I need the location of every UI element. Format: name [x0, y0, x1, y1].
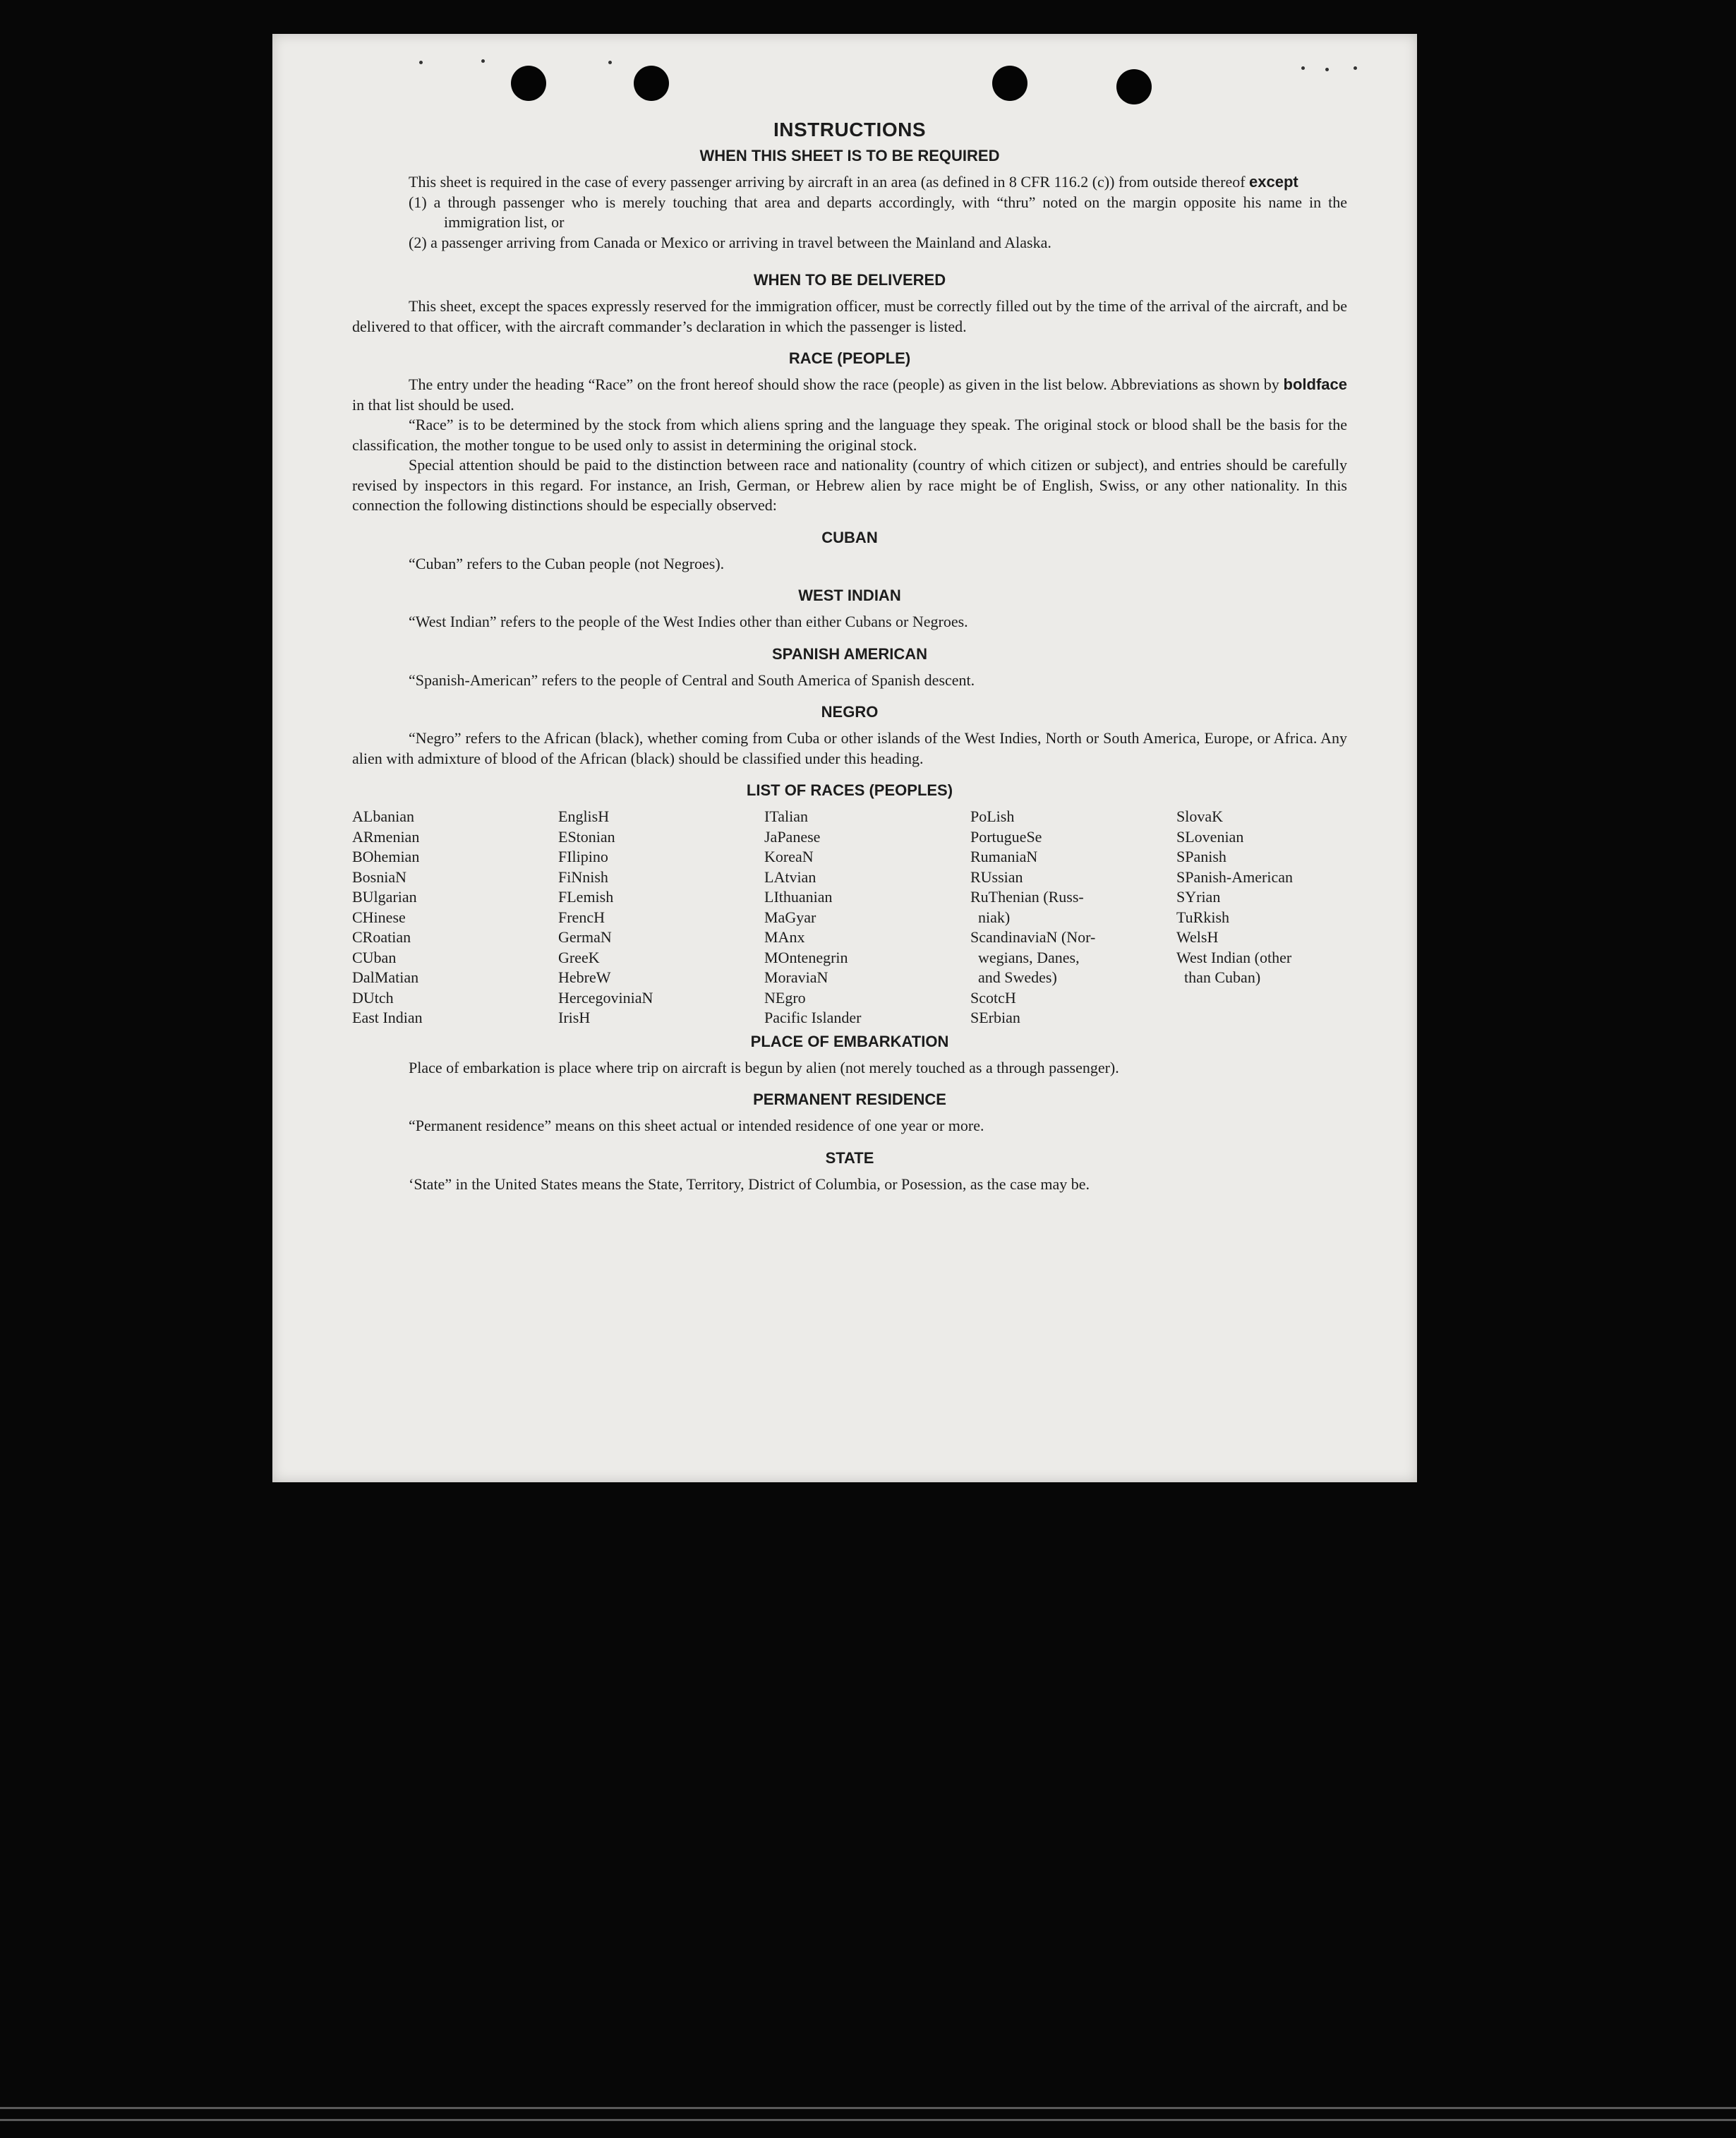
required-intro-text: This sheet is required in the case of every passenger arriving by aircraft in an area (as defined in 8 CFR 116.2 (c)) from outside thereof — [409, 173, 1246, 191]
state-text: ‘State” in the United States means the State, Territory, District of Columbia, or Posession, as the case may be. — [409, 1175, 1090, 1193]
race-paragraph-3: Special attention should be paid to the distinction between race and nationality (country of which citizen or subject), and entries should be carefully revised by inspectors in this regard. For instance, an Irish, German, or Hebrew alien by race might be of English, Swiss, or any other nationality. In this connection the following distinctions should be especially observed: — [352, 456, 1347, 514]
punch-hole-3 — [992, 66, 1027, 101]
negro-text: “Negro” refers to the African (black), whether coming from Cuba or other islands of the West Indies, North or South America, Europe, or Africa. Any alien with admixture of blood of the African (black) should be classified under this heading. — [352, 729, 1347, 767]
section-heading-list-of-races: LIST OF RACES (PEOPLES) — [746, 781, 953, 799]
section-heading-negro: NEGRO — [821, 703, 879, 721]
document-sheet — [272, 34, 1417, 1482]
race-p1-start: The entry under the heading “Race” on the front hereof should show the race (people) as given in the list below. Abbreviations as shown by — [409, 376, 1279, 393]
punch-hole-1 — [511, 66, 546, 101]
race-column-2-text: EnglisH EStonian FIlipino FiNnish FLemish FrencH GermaN GreeK HebreW HercegoviniaN IrisH — [558, 807, 653, 1026]
race-column-4-text: PoLish PortugueSe RumaniaN RUssian RuThenian (Russ- niak) ScandinaviaN (Nor- wegians, Danes, and Swedes) ScotcH SErbian — [970, 807, 1096, 1026]
dust-speck — [1301, 66, 1305, 70]
required-item-2: (2) a passenger arriving from Canada or Mexico or arriving in travel between the Mainland and Alaska. — [409, 233, 1051, 251]
race-column-5-text: SlovaK SLovenian SPanish SPanish-American SYrian TuRkish WelsH West Indian (other than Cuban) — [1176, 807, 1293, 986]
race-column-5 — [1176, 807, 1347, 1028]
film-edge-line — [0, 2119, 1736, 2121]
race-paragraph-2: “Race” is to be determined by the stock from which aliens spring and the language they speak. The original stock or blood shall be the basis for the classification, the mother tongue to be used only to assist in determining the original stock. — [352, 416, 1347, 454]
race-p1-end: in that list should be used. — [352, 395, 514, 414]
section-heading-state: STATE — [825, 1148, 874, 1167]
punch-hole-2 — [634, 66, 669, 101]
dust-speck — [608, 61, 612, 64]
west-indian-text: “West Indian” refers to the people of the West Indies other than either Cubans or Negroes. — [409, 613, 968, 630]
embarkation-text: Place of embarkation is place where trip on aircraft is begun by alien (not merely touched as a through passenger). — [409, 1058, 1119, 1076]
dust-speck — [1354, 66, 1357, 70]
race-paragraph-1 — [352, 375, 1347, 415]
section-heading-cuban: CUBAN — [821, 528, 878, 546]
race-column-1-text: ALbanian ARmenian BOhemian BosniaN BUlgarian CHinese CRoatian CUban DalMatian DUtch East Indian — [352, 807, 423, 1026]
race-p1-bold: boldface — [1283, 376, 1347, 393]
race-column-3-text: ITalian JaPanese KoreaN LAtvian LIthuanian MaGyar MAnx MOntenegrin MoraviaN NEgro Pacific Islander — [764, 807, 862, 1026]
page-title: INSTRUCTIONS — [773, 119, 926, 140]
dust-speck — [419, 61, 423, 64]
dust-speck — [481, 59, 485, 63]
section-heading-west-indian: WEST INDIAN — [798, 587, 901, 604]
required-item-1: (1) a through passenger who is merely touching that area and departs accordingly, with “thru” noted on the margin opposite his name in the immigration list, or — [409, 193, 1347, 231]
required-intro — [352, 172, 1347, 193]
section-heading-embarkation: PLACE OF EMBARKATION — [750, 1032, 949, 1050]
spanish-american-text: “Spanish-American” refers to the people of Central and South America of Spanish descent. — [409, 671, 975, 689]
required-intro-bold: except — [1249, 173, 1298, 191]
punch-hole-4 — [1116, 69, 1152, 104]
section-heading-race: RACE (PEOPLE) — [788, 349, 911, 367]
residence-text: “Permanent residence” means on this sheet actual or intended residence of one year or more. — [409, 1117, 984, 1134]
race-column-4 — [970, 807, 1176, 1028]
section-heading-residence: PERMANENT RESIDENCE — [753, 1091, 946, 1108]
dust-speck — [1325, 68, 1329, 71]
race-column-3 — [764, 807, 970, 1028]
race-column-2 — [558, 807, 764, 1028]
race-list — [352, 807, 1347, 1028]
delivered-text: This sheet, except the spaces expressly reserved for the immigration officer, must be correctly filled out by the time of the arrival of the aircraft, and be delivered to that officer, with the aircraft commander’s declaration in which the passenger is listed. — [352, 297, 1347, 335]
section-heading-spanish-american: SPANISH AMERICAN — [771, 644, 927, 663]
section-heading-required: WHEN THIS SHEET IS TO BE REQUIRED — [699, 147, 1000, 164]
cuban-text: “Cuban” refers to the Cuban people (not Negroes). — [409, 554, 725, 572]
race-column-1 — [352, 807, 558, 1028]
film-edge-line — [0, 2107, 1736, 2109]
section-heading-delivered: WHEN TO BE DELIVERED — [753, 271, 946, 289]
instructions-content — [352, 119, 1347, 1194]
